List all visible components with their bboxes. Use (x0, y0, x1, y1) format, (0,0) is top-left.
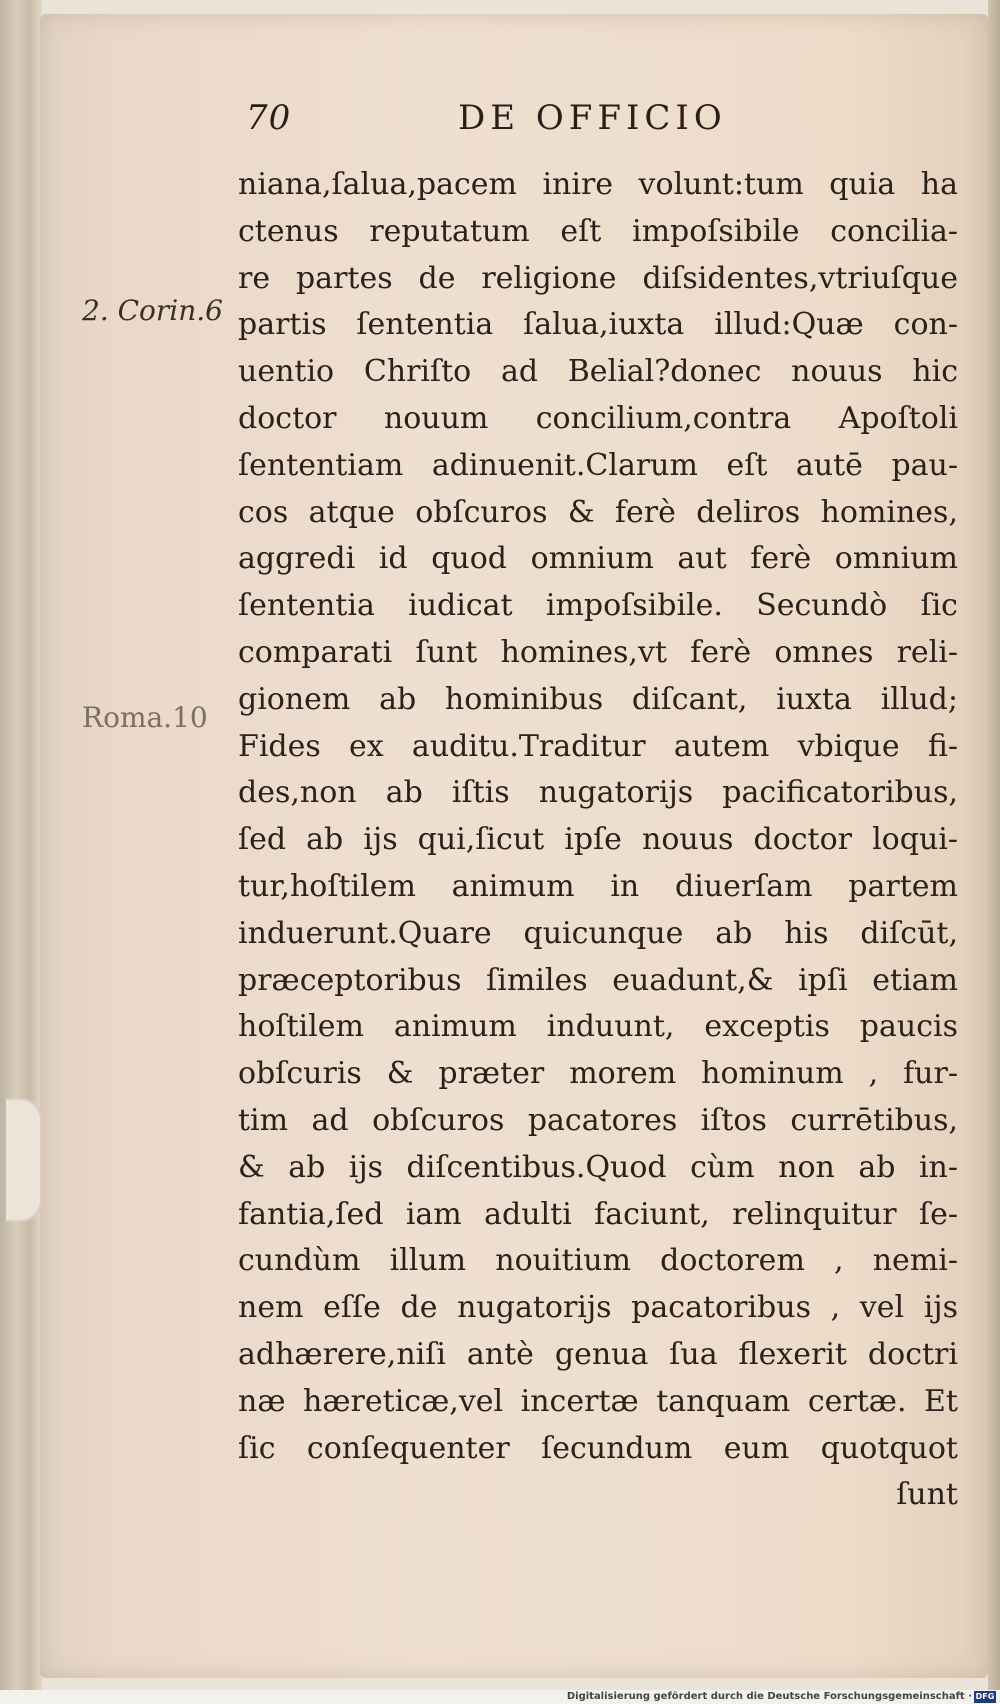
text-line: Fides ex auditu.Traditur autem vbique fi- (238, 728, 958, 764)
catchword: ſunt (896, 1477, 958, 1513)
text-line: uentio Chriſto ad Belial?donec nouus hic (238, 354, 958, 390)
text-line: doctor nouum concilium,contra Apoſtoli (238, 400, 958, 436)
text-line: præceptoribus ſimiles euadunt,& ipſi etiam (238, 962, 958, 998)
text-line: induerunt.Quare quicunque ab his diſcūt, (238, 915, 958, 951)
text-line: næ hæreticæ,vel incertæ tanquam certæ. Et (238, 1383, 958, 1419)
text-line: ſententia iudicat impoſsibile. Secundò ſic (238, 588, 958, 624)
text-line: ſed ab ijs qui,ſicut ipſe nouus doctor loqui- (238, 822, 958, 858)
text-line: cundùm illum nouitium doctorem , nemi- (238, 1243, 958, 1279)
footer-bar (0, 1690, 1000, 1704)
text-line: adhærere,niſi antè genua ſua flexerit doctri (238, 1336, 958, 1372)
margin-note-romans: Roma.10 (82, 701, 208, 734)
text-line: nem eſſe de nugatorijs pacatoribus , vel ijs (238, 1290, 958, 1326)
text-line: cos atque obſcuros & ferè deliros homines, (238, 494, 958, 530)
text-line: aggredi id quod omnium aut ferè omnium (238, 541, 958, 577)
text-line: tur,hoſtilem animum in diuerſam partem (238, 868, 958, 904)
text-line: ſententiam adinuenit.Clarum eſt autē pau- (238, 447, 958, 483)
book-gutter (0, 0, 42, 1690)
margin-note-corinthians: 2. Corin.6 (82, 294, 223, 327)
text-line: hoſtilem animum induunt, exceptis paucis (238, 1009, 958, 1045)
text-line: fantia,ſed iam adulti faciunt, relinquitur ſe- (238, 1196, 958, 1232)
text-line: comparati ſunt homines,vt ferè omnes reli- (238, 634, 958, 670)
page-header (0, 98, 1000, 148)
text-line: obſcuris & præter morem hominum , fur- (238, 1056, 958, 1092)
body-text (238, 162, 958, 1519)
page-edge (988, 0, 1000, 1690)
text-line: des,non ab iſtis nugatorijs pacificatoribus, (238, 775, 958, 811)
text-line: tim ad obſcuros pacatores iſtos currētibus, (238, 1102, 958, 1138)
dfg-credit: Digitalisierung gefördert durch die Deutsche Forschungsgemeinschaft · (566, 1691, 972, 1702)
text-line: re partes de religione diſsidentes,vtriuſque (238, 260, 958, 296)
text-line: partis ſententia ſalua,iuxta illud:Quæ con- (238, 307, 958, 343)
text-line: ctenus reputatum eſt impoſsibile concilia- (238, 213, 958, 249)
text-line: gionem ab hominibus diſcant, iuxta illud; (238, 681, 958, 717)
dfg-logo: DFG (975, 1692, 995, 1701)
running-head: DE OFFICIO (458, 98, 727, 138)
page-clip (6, 1098, 42, 1222)
page-number: 70 (246, 98, 292, 138)
text-line: ſic conſequenter ſecundum eum quotquot (238, 1430, 958, 1466)
text-line: niana,ſalua,pacem inire volunt:tum quia ha (238, 167, 958, 202)
text-line: & ab ijs diſcentibus.Quod cùm non ab in- (238, 1149, 958, 1185)
